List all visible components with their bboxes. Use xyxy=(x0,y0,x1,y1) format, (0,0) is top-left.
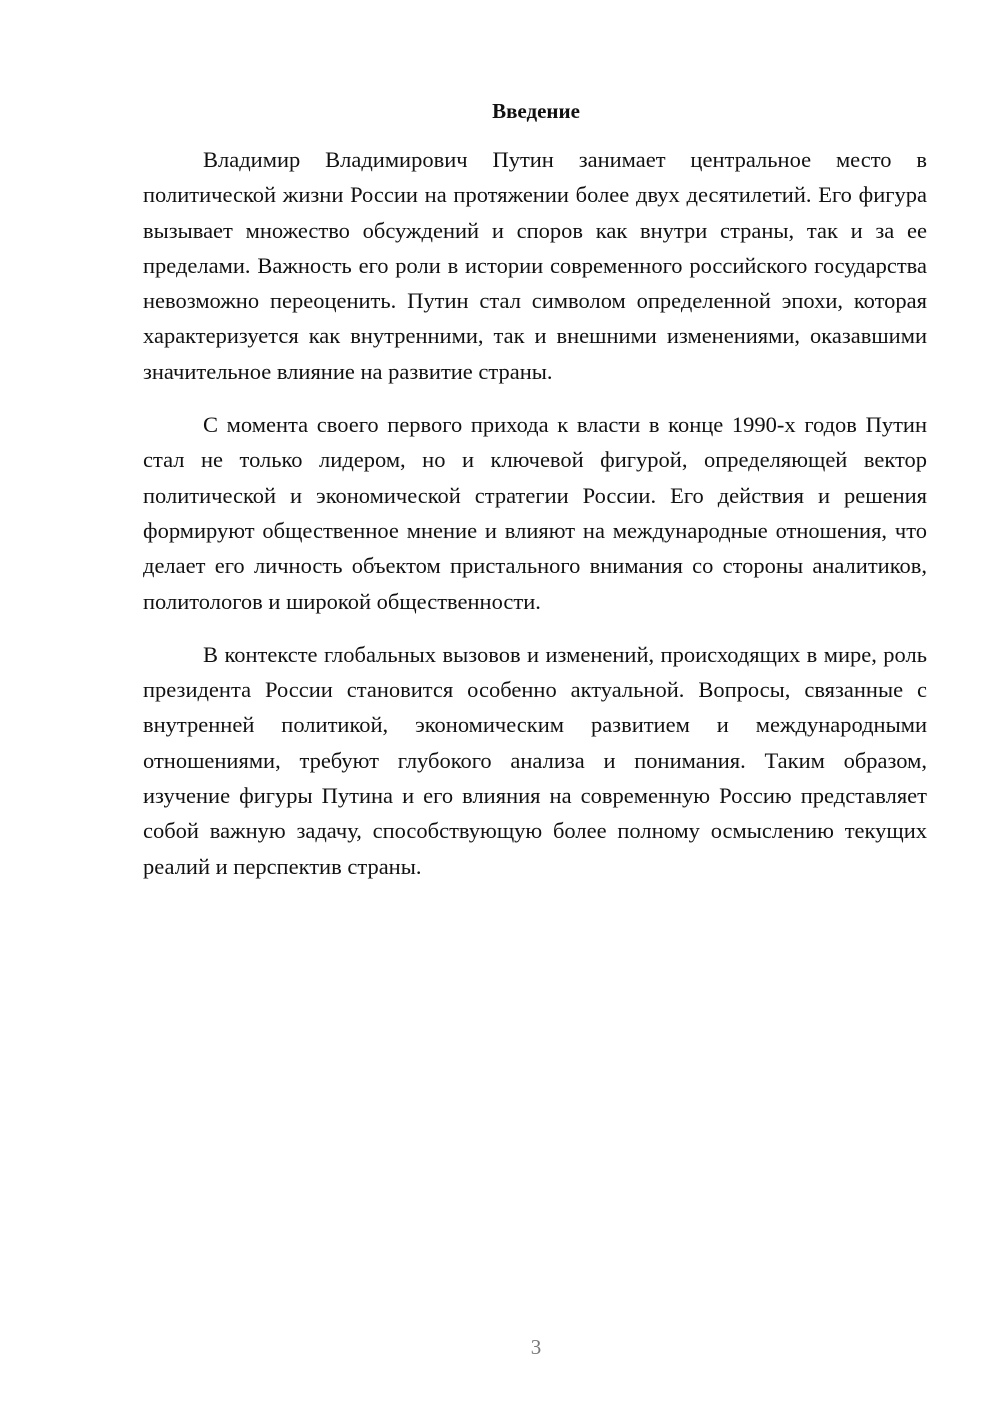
body-text xyxy=(143,142,927,902)
page-number: 3 xyxy=(530,1335,542,1359)
paragraph-2: С момента своего первого прихода к власти в конце 1990-х годов Путин стал не только лидером, но и ключевой фигурой, определяющей вектор политической и экономической стратегии России. Его действия и решения формируют общественное мнение и влияют на международные отношения, что делает его личность объектом пристального внимания со стороны аналитиков, политологов и широкой общественности. xyxy=(143,412,927,614)
section-title: Введение xyxy=(492,99,580,123)
paragraph-3: В контексте глобальных вызовов и изменений, происходящих в мире, роль президента России становится особенно актуальной. Вопросы, связанные с внутренней политикой, экономическим развитием и международными отношениями, требуют глубокого анализа и понимания. Таким образом, изучение фигуры Путина и его влияния на современную Россию представляет собой важную задачу, способствующую более полному осмыслению текущих реалий и перспектив страны. xyxy=(143,641,927,879)
paragraph-1: Владимир Владимирович Путин занимает центральное место в политической жизни России на протяжении более двух десятилетий. Его фигура вызывает множество обсуждений и споров как внутри страны, так и за ее пределами. Важность его роли в истории современного российского государства невозможно переоценить. Путин стал символом определенной эпохи, которая характеризуется как внутренними, так и внешними изменениями, оказавшими значительное влияние на развитие страны. xyxy=(143,147,927,384)
